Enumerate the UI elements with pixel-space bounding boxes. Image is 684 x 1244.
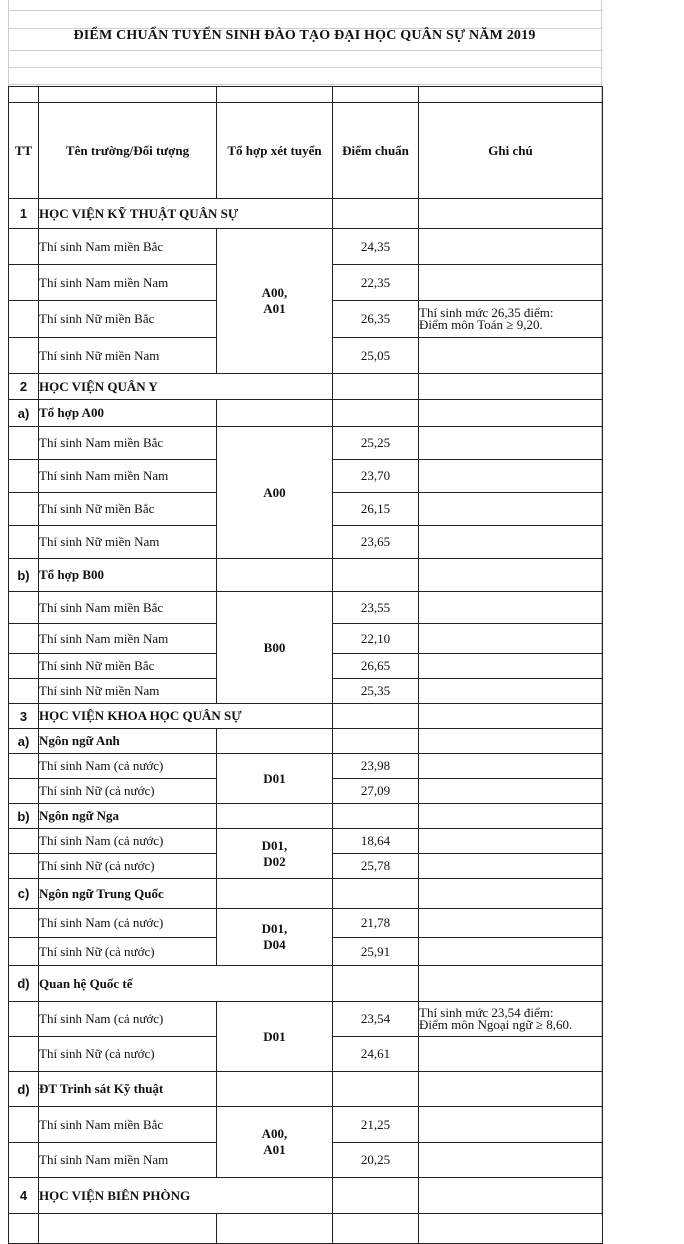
candidate-group: Thí sinh Nam (cả nước) [39, 909, 217, 938]
table-row [9, 229, 603, 265]
score-cell: 18,64 [333, 829, 419, 854]
table-row [9, 909, 603, 938]
candidate-group: Thí sinh Nữ miền Bắc [39, 654, 217, 679]
subsection-title: Tổ hợp A00 [39, 400, 217, 427]
subsection-title: ĐT Trinh sát Kỹ thuật [39, 1072, 217, 1107]
section-row [9, 374, 603, 400]
candidate-group: Thí sinh Nữ (cả nước) [39, 854, 217, 879]
note-cell [419, 301, 603, 338]
section-title: HỌC VIỆN QUÂN Y [39, 374, 333, 400]
candidate-group: Thí sinh Nữ miền Bắc [39, 493, 217, 526]
score-cell: 23,98 [333, 754, 419, 779]
section-number: 1 [9, 199, 39, 229]
subsection-number: b) [9, 559, 39, 592]
score-cell: 21,78 [333, 909, 419, 938]
table-row [9, 1002, 603, 1037]
score-cell: 23,54 [333, 1002, 419, 1037]
table-row [9, 592, 603, 624]
combo-line: D02 [263, 853, 286, 869]
score-cell: 25,05 [333, 338, 419, 374]
section-number: 3 [9, 704, 39, 729]
note-line: Thí sinh mức 26,35 điểm: [419, 305, 554, 320]
combo-cell [217, 909, 333, 966]
combo-line: A01 [263, 1142, 286, 1157]
note-cell [419, 1002, 603, 1037]
score-cell: 21,25 [333, 1107, 419, 1143]
candidate-group: Thí sinh Nam miền Nam [39, 1143, 217, 1178]
candidate-group: Thí sinh Nữ (cả nước) [39, 938, 217, 966]
score-cell: 24,35 [333, 229, 419, 265]
candidate-group: Thí sinh Nữ (cả nước) [39, 1037, 217, 1072]
score-cell: 25,78 [333, 854, 419, 879]
score-cell: 25,35 [333, 679, 419, 704]
combo-cell [217, 1107, 333, 1178]
subsection-number: a) [9, 729, 39, 754]
score-cell: 23,65 [333, 526, 419, 559]
candidate-group: Thí sinh Nam (cả nước) [39, 1002, 217, 1037]
score-cell: 26,35 [333, 301, 419, 338]
score-cell: 26,65 [333, 654, 419, 679]
section-title: HỌC VIỆN KỸ THUẬT QUÂN SỰ [39, 199, 333, 229]
subsection-row [9, 879, 603, 909]
combo-cell [217, 829, 333, 879]
combo-line: D01, [261, 921, 288, 936]
subsection-title: Ngôn ngữ Anh [39, 729, 217, 754]
candidate-group: Thí sinh Nam miền Nam [39, 624, 217, 654]
combo-line: A00, [261, 1126, 288, 1141]
header-combo: Tổ hợp xét tuyển [217, 103, 333, 199]
note-line: Điểm môn Toán ≥ 9,20. [419, 317, 543, 332]
score-cell: 25,25 [333, 427, 419, 460]
candidate-group: Thí sinh Nữ miền Nam [39, 679, 217, 704]
candidate-group: Thí sinh Nam miền Nam [39, 265, 217, 301]
candidate-group: Thí sinh Nam miền Bắc [39, 427, 217, 460]
candidate-group: Thí sinh Nữ (cả nước) [39, 779, 217, 804]
score-cell: 23,70 [333, 460, 419, 493]
score-cell: 22,35 [333, 265, 419, 301]
table-row [9, 1107, 603, 1143]
note-line: Điểm môn Ngoại ngữ ≥ 8,60. [419, 1017, 573, 1032]
score-cell: 24,61 [333, 1037, 419, 1072]
grid-line [8, 84, 601, 85]
candidate-group: Thí sinh Nam (cả nước) [39, 754, 217, 779]
spacer-row [9, 87, 603, 103]
subsection-row [9, 729, 603, 754]
note-line: Thí sinh mức 23,54 điểm: [419, 1005, 554, 1020]
score-cell: 25,91 [333, 938, 419, 966]
score-cell: 26,15 [333, 493, 419, 526]
subsection-row [9, 1072, 603, 1107]
combo-cell: A00 [217, 427, 333, 559]
table-row [9, 754, 603, 779]
candidate-group: Thí sinh Nam miền Bắc [39, 592, 217, 624]
candidate-group: Thí sinh Nam miền Bắc [39, 1107, 217, 1143]
subsection-number: b) [9, 804, 39, 829]
subsection-number: d) [9, 1072, 39, 1107]
subsection-number: a) [9, 400, 39, 427]
subsection-title: Tổ hợp B00 [39, 559, 217, 592]
candidate-group: Thí sinh Nữ miền Nam [39, 526, 217, 559]
candidate-group: Thí sinh Nữ miền Nam [39, 338, 217, 374]
combo-line: A00, [261, 285, 288, 300]
section-number: 4 [9, 1178, 39, 1214]
subsection-title: Ngôn ngữ Nga [39, 804, 217, 829]
table-row [9, 427, 603, 460]
subsection-number: d) [9, 966, 39, 1002]
section-title: HỌC VIỆN KHOA HỌC QUÂN SỰ [39, 704, 333, 729]
section-row [9, 199, 603, 229]
combo-cell: D01 [217, 754, 333, 804]
header-name: Tên trường/Đối tượng [39, 103, 217, 199]
table-row [9, 1214, 603, 1244]
subsection-row [9, 400, 603, 427]
grid-line [8, 10, 601, 11]
header-row [9, 103, 603, 199]
section-row [9, 1178, 603, 1214]
header-note: Ghi chú [419, 103, 603, 199]
score-table [8, 86, 603, 1244]
page-title: ĐIỂM CHUẨN TUYỂN SINH ĐÀO TẠO ĐẠI HỌC QUÂN SỰ NĂM 2019 [73, 28, 536, 43]
score-cell: 20,25 [333, 1143, 419, 1178]
combo-line: A01 [263, 301, 286, 316]
subsection-row [9, 966, 603, 1002]
score-cell: 23,55 [333, 592, 419, 624]
grid-line [8, 67, 601, 68]
score-cell: 22,10 [333, 624, 419, 654]
combo-cell: D01 [217, 1002, 333, 1072]
candidate-group: Thí sinh Nữ miền Bắc [39, 301, 217, 338]
subsection-title: Quan hệ Quốc tế [39, 966, 333, 1002]
subsection-row [9, 804, 603, 829]
candidate-group: Thí sinh Nam miền Bắc [39, 229, 217, 265]
header-score: Điểm chuẩn [333, 103, 419, 199]
subsection-number: c) [9, 879, 39, 909]
candidate-group: Thí sinh Nam (cả nước) [39, 829, 217, 854]
header-tt: TT [9, 103, 39, 199]
score-cell: 27,09 [333, 779, 419, 804]
combo-line: D01, [261, 837, 288, 853]
section-title: HỌC VIỆN BIÊN PHÒNG [39, 1178, 333, 1214]
section-row [9, 704, 603, 729]
subsection-title: Ngôn ngữ Trung Quốc [39, 879, 217, 909]
section-number: 2 [9, 374, 39, 400]
combo-cell [217, 229, 333, 374]
grid-line [8, 50, 601, 51]
candidate-group: Thí sinh Nam miền Nam [39, 460, 217, 493]
subsection-row [9, 559, 603, 592]
combo-cell: B00 [217, 592, 333, 704]
combo-line: D04 [263, 937, 286, 952]
table-row [9, 829, 603, 854]
